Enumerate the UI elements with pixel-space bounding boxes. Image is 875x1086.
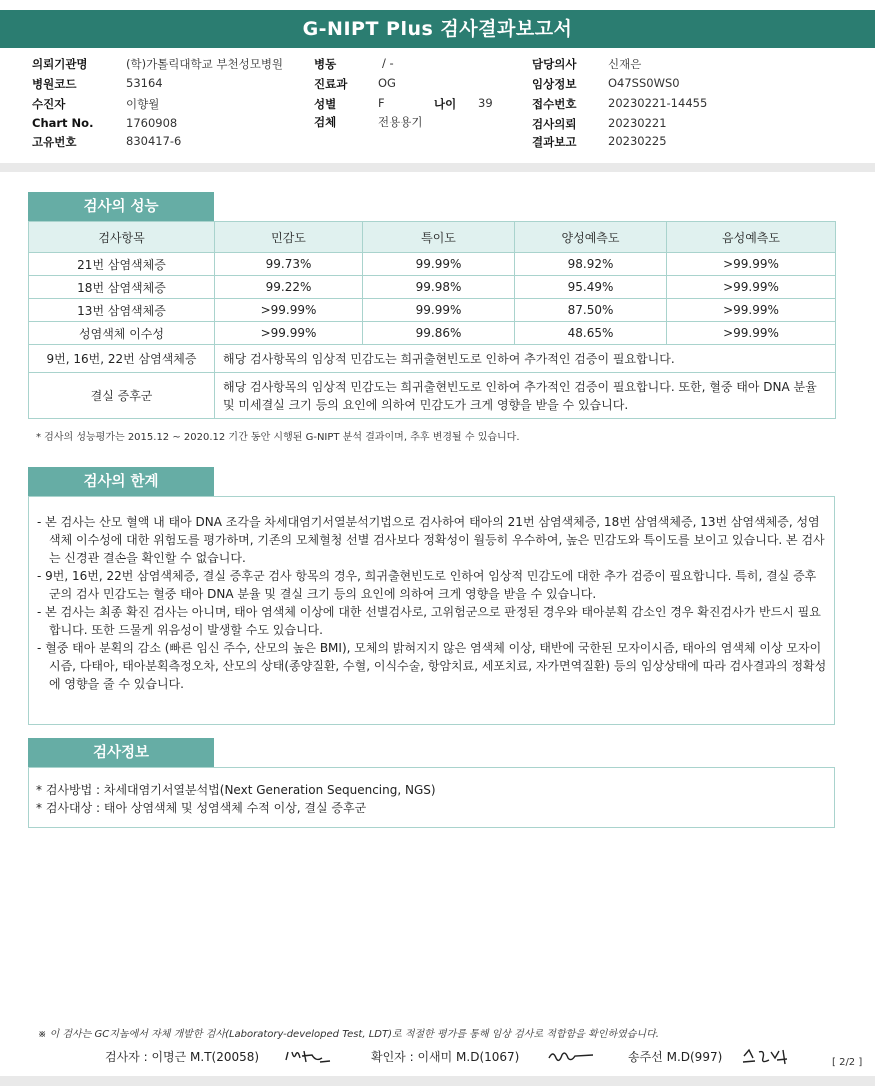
info-label: 임상정보 [532,77,577,91]
table-cell: 13번 삼염색체증 [29,299,215,322]
info-value: (학)가톨릭대학교 부천성모병원 [126,57,284,71]
info-label: 병원코드 [32,77,77,91]
table-cell: 99.99% [363,299,515,322]
performance-table [28,221,836,419]
limitations-header: 검사의 한계 [28,467,214,497]
column-header: 양성예측도 [515,222,667,253]
table-cell: >99.99% [215,299,363,322]
info-value: / - [382,56,394,70]
signers [0,1046,875,1068]
table-cell: 성염색체 이수성 [29,322,215,345]
table-cell: 87.50% [515,299,667,322]
table-row [29,299,836,322]
column-header: 검사항목 [29,222,215,253]
confirmer-name: 확인자 : 이새미 M.D(1067) [371,1050,520,1064]
table-note: 해당 검사항목의 임상적 민감도는 희귀출현빈도로 인하여 추가적인 검증이 필요합니다. [215,345,836,373]
info-label: 진료과 [314,77,348,91]
table-cell: 99.73% [215,253,363,276]
table-cell: >99.99% [667,253,836,276]
limitations-list [37,513,827,693]
performance-header: 검사의 성능 [28,192,214,222]
doctor-name: 송주선 M.D(997) [628,1050,723,1064]
patient-info [32,56,852,156]
column-header: 음성예측도 [667,222,836,253]
table-cell: 99.22% [215,276,363,299]
section-divider [0,163,875,172]
confirmer-signature-icon [547,1046,595,1068]
info-value: 이향월 [126,97,160,111]
doctor-signature-icon [741,1046,791,1068]
limitations-box [28,496,835,725]
info-value: OG [378,76,396,90]
table-cell: 9번, 16번, 22번 삼염색체증 [29,345,215,373]
table-cell: 99.98% [363,276,515,299]
table-cell: 21번 삼염색체증 [29,253,215,276]
info-label: 결과보고 [532,135,577,149]
tester-name: 검사자 : 이명근 M.T(20058) [105,1050,260,1064]
table-header-row [29,222,836,253]
table-cell: 99.86% [363,322,515,345]
info-value: O47SS0WS0 [608,76,680,90]
info-value: 신재은 [608,57,642,71]
info-value: 전용용기 [378,115,423,129]
table-cell: 18번 삼염색체증 [29,276,215,299]
column-header: 민감도 [215,222,363,253]
info-label: 수진자 [32,97,66,111]
report-title: G-NIPT Plus 검사결과보고서 [0,10,875,48]
tester-signature-icon [282,1046,334,1068]
info-value: F [378,96,385,110]
info-value: 53164 [126,76,163,90]
info-value: 830417-6 [126,134,182,148]
table-cell: >99.99% [215,322,363,345]
info-value: 1760908 [126,116,178,130]
list-item: - 혈중 태아 분획의 감소 (빠른 임신 주수, 산모의 높은 BMI), 모체의 밝혀지지 않은 염색체 이상, 태반에 국한된 모자이시즘, 태아의 염색체 이상 모자이시즘, 다태아, 태아분획측정오차, 산모의 상태(종양질환, 수혈, 이식수술, 항암치료, 세포치료, 자가면역질환) 등의 임상상태에 따라 검사결과의 정확성에 영향을 줄 수 있습니다. [37,639,827,693]
table-row [29,345,836,373]
page-number: [ 2/2 ] [832,1057,863,1068]
info-value: 20230221-14455 [608,96,708,110]
table-row [29,253,836,276]
info-value: 20230225 [608,134,667,148]
table-cell: 98.92% [515,253,667,276]
ldt-disclaimer: ※ 이 검사는 GC지놈에서 자체 개발한 검사(Laboratory-developed Test, LDT)로 적절한 평가를 통해 임상 검사로 적합함을 확인하였습니다. [38,1029,659,1040]
table-note: 해당 검사항목의 임상적 민감도는 희귀출현빈도로 인하여 추가적인 검증이 필요합니다. 또한, 혈중 태아 DNA 분율 및 미세결실 크기 등의 요인에 의하여 민감도가 크게 영향을 받을 수 있습니다. [215,373,836,419]
footer-divider [0,1076,875,1086]
info-label: 담당의사 [532,57,577,71]
list-item: - 본 검사는 최종 확진 검사는 아니며, 태아 염색체 이상에 대한 선별검사로, 고위험군으로 판정된 경우와 태아분획 감소인 경우 확진검사가 반드시 필요합니다. 또한 드물게 위음성이 발생할 수도 있습니다. [37,603,827,639]
info-label: 성별 [314,97,337,111]
info-label: 접수번호 [532,97,577,111]
table-cell: 95.49% [515,276,667,299]
test-info-header: 검사정보 [28,738,214,768]
info-label: 병동 [314,57,337,71]
table-cell: >99.99% [667,276,836,299]
table-cell: >99.99% [667,322,836,345]
test-info-box [28,767,835,828]
info-value: 39 [478,96,493,110]
test-method: * 검사방법 : 차세대염기서열분석법(Next Generation Sequencing, NGS) [36,783,436,797]
info-label: Chart No. [32,116,94,130]
table-cell: >99.99% [667,299,836,322]
table-cell: 결실 증후군 [29,373,215,419]
info-value: 20230221 [608,116,667,130]
info-label: 의뢰기관명 [32,57,88,71]
list-item: - 본 검사는 산모 혈액 내 태아 DNA 조각을 차세대염기서열분석기법으로 검사하여 태아의 21번 삼염색체증, 18번 삼염색체증, 13번 삼염색체증, 성염색체 이수성에 대한 위험도를 평가하며, 기존의 모체혈청 선별 검사보다 정확성이 월등히 우수하여, 높은 민감도와 특이도를 보이고 있습니다. 본 검사는 신경관 결손을 확인할 수 없습니다. [37,513,827,567]
table-cell: 99.99% [363,253,515,276]
info-label: 나이 [434,97,457,111]
list-item: - 9번, 16번, 22번 삼염색체증, 결실 증후군 검사 항목의 경우, 희귀출현빈도로 인하여 임상적 민감도에 대한 추가 검증이 필요합니다. 특히, 결실 증후군의 검사 민감도는 혈중 태아 DNA 분율 및 결실 크기 등의 요인에 의하여 크게 영향을 받을 수 있습니다. [37,567,827,603]
info-label: 검사의뢰 [532,117,577,131]
table-row [29,373,836,419]
test-target: * 검사대상 : 태아 상염색체 및 성염색체 수적 이상, 결실 증후군 [36,801,367,815]
table-cell: 48.65% [515,322,667,345]
performance-footnote: * 검사의 성능평가는 2015.12 ~ 2020.12 기간 동안 시행된 G-NIPT 분석 결과이며, 추후 변경될 수 있습니다. [36,432,520,443]
table-row [29,322,836,345]
column-header: 특이도 [363,222,515,253]
info-label: 고유번호 [32,135,77,149]
info-label: 검체 [314,115,337,129]
table-row [29,276,836,299]
